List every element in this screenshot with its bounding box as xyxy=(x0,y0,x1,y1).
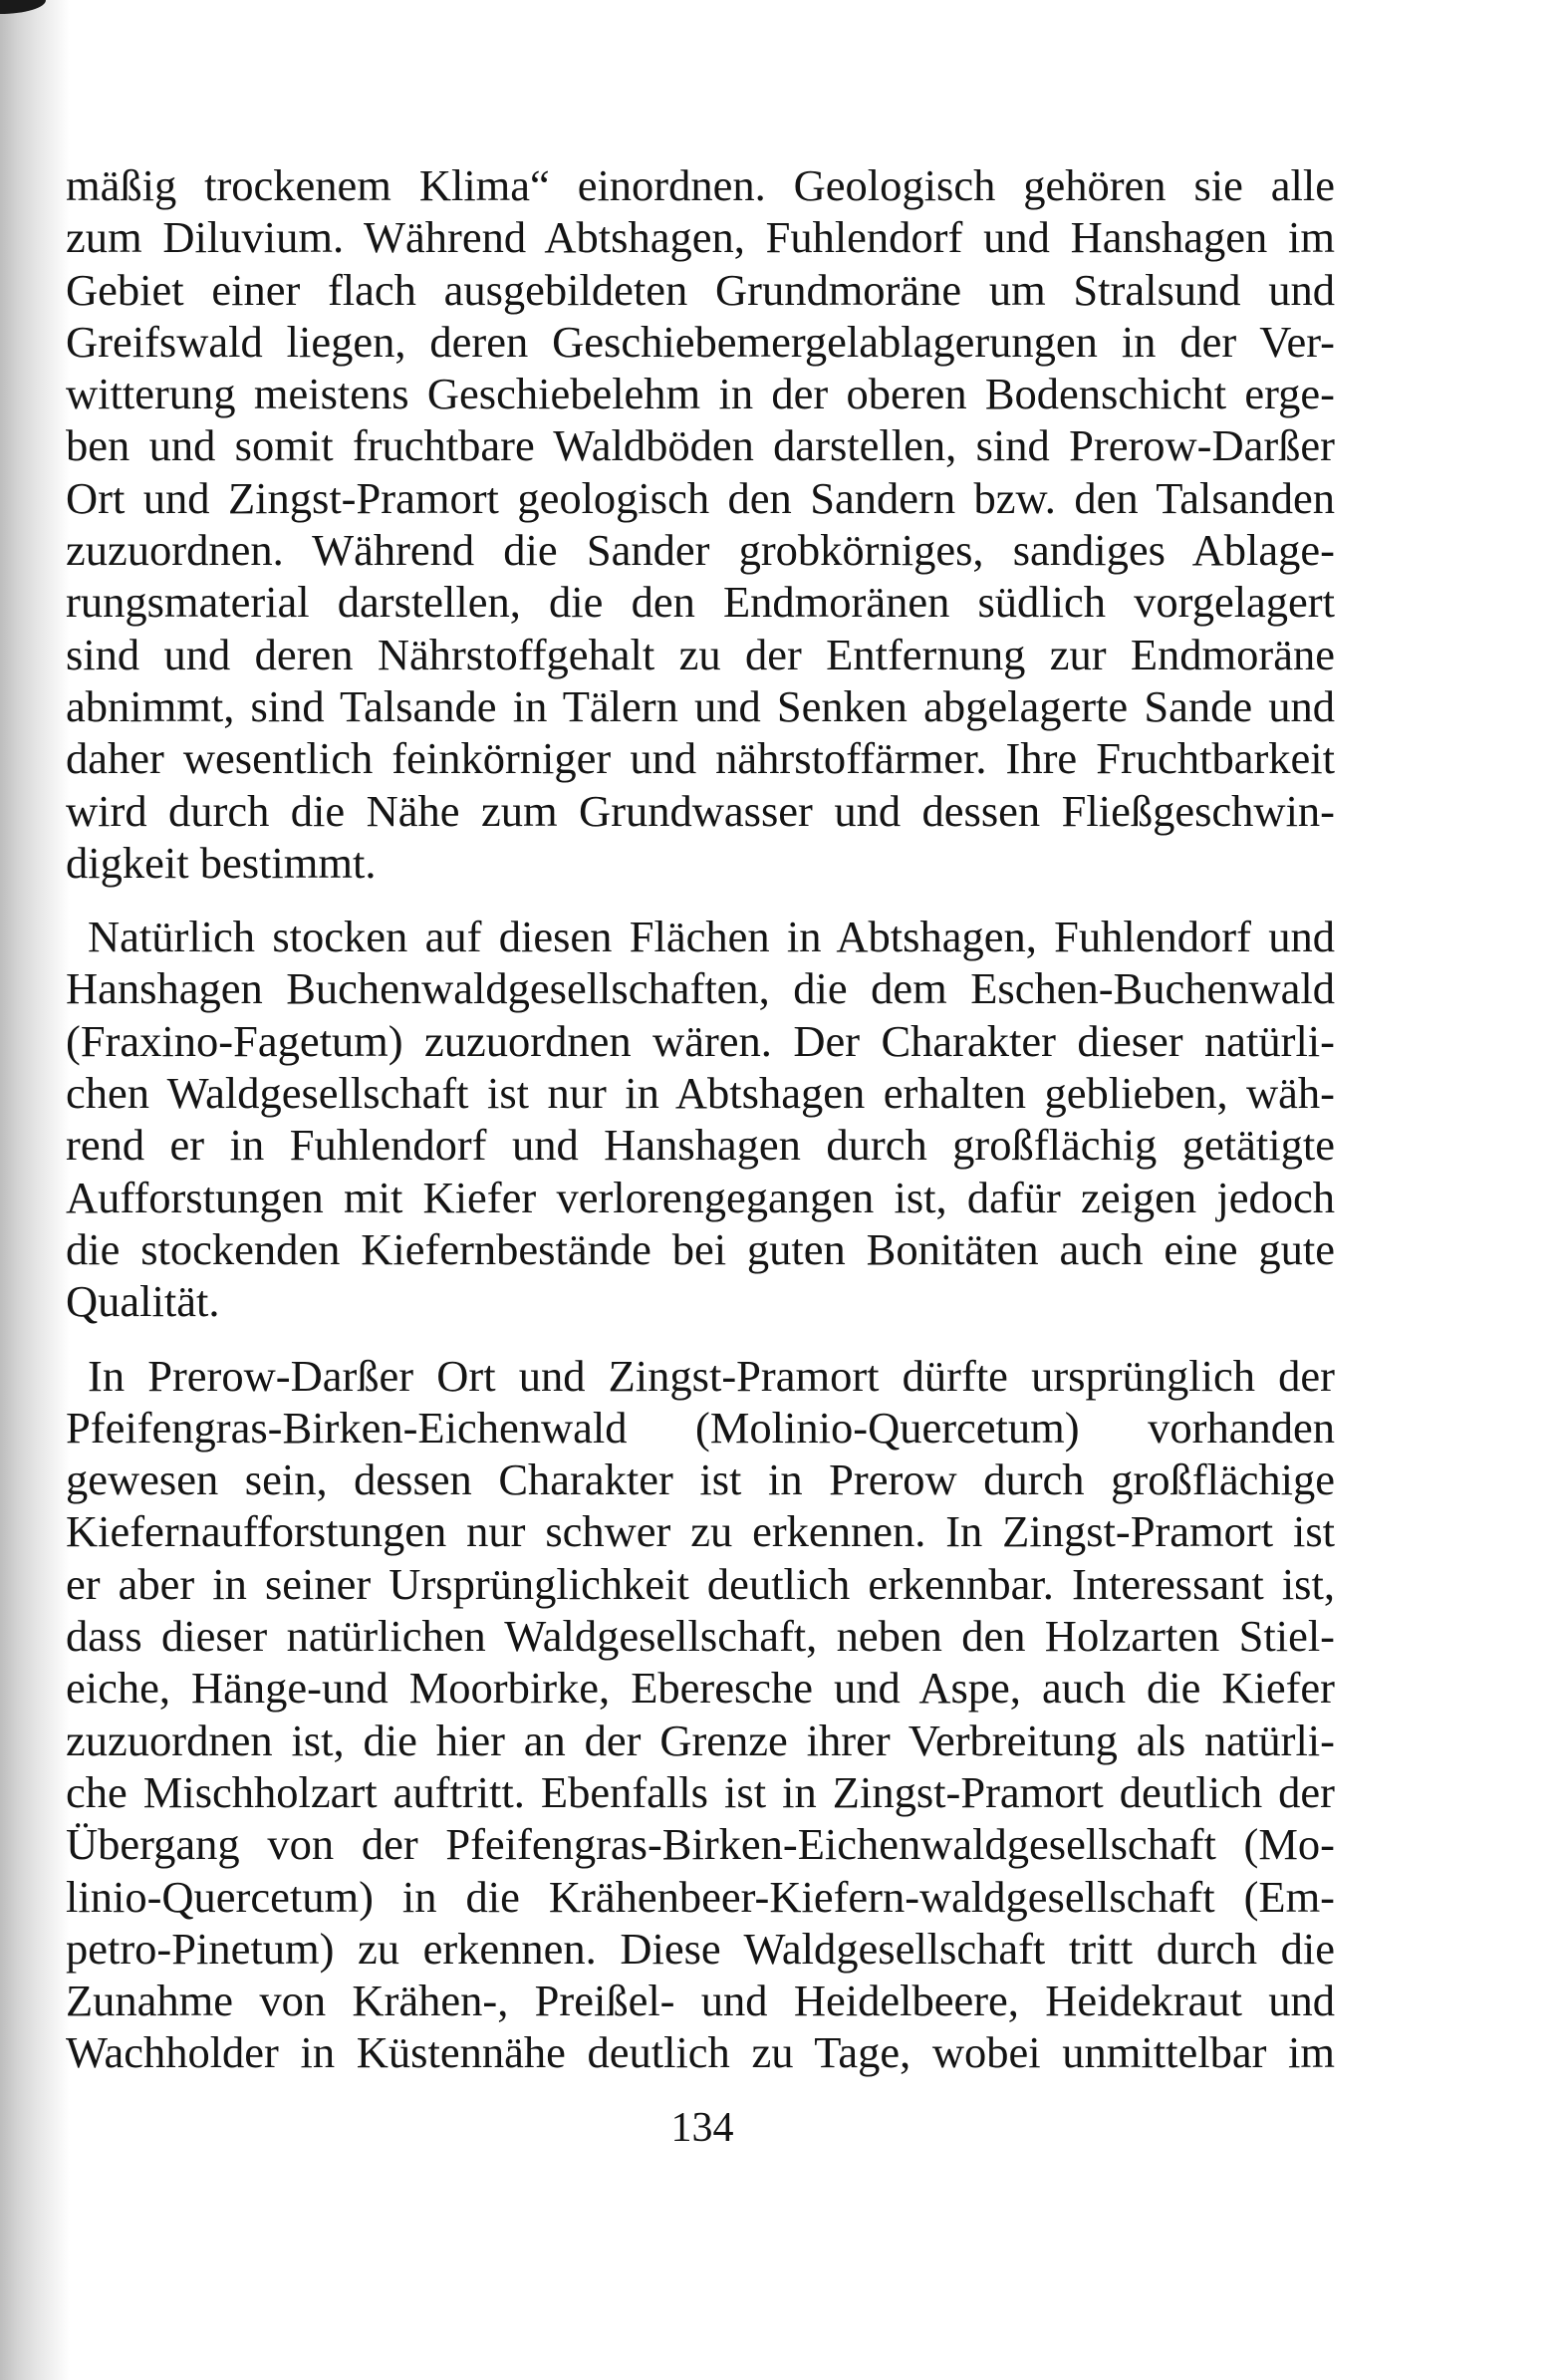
text-line: Gebiet einer flach ausgebildeten Grundmoräne um Stralsund und xyxy=(66,264,1335,315)
text-line: Greifswald liegen, deren Geschiebemergelablagerungen in der Ver- xyxy=(66,316,1335,367)
text-line: Qualität. xyxy=(66,1276,220,1327)
text-line: Übergang von der Pfeifengras-Birken-Eichenwaldgesellschaft (Mo- xyxy=(66,1819,1335,1870)
text-line: zuzuordnen ist, die hier an der Grenze ihrer Verbreitung als natürli- xyxy=(66,1715,1335,1765)
text-line: In Prerow-Darßer Ort und Zingst-Pramort dürfte ursprünglich der xyxy=(88,1350,1335,1401)
text-line: Pfeifengras-Birken-Eichenwald (Molinio-Quercetum) vorhanden xyxy=(66,1402,1335,1453)
text-line: chen Waldgesellschaft ist nur in Abtshagen erhalten geblieben, wäh- xyxy=(66,1068,1335,1119)
binding-gutter-shadow xyxy=(0,0,70,2380)
text-line: linio-Quercetum) in die Krähenbeer-Kiefern-waldgesellschaft (Em- xyxy=(66,1871,1335,1922)
text-line: (Fraxino-Fagetum) zuzuordnen wären. Der Charakter dieser natürli- xyxy=(66,1015,1335,1066)
text-line: wird durch die Nähe zum Grundwasser und dessen Fließgeschwin- xyxy=(66,785,1335,836)
text-line: Aufforstungen mit Kiefer verlorengegangen ist, dafür zeigen jedoch xyxy=(66,1172,1335,1222)
text-line: daher wesentlich feinkörniger und nährstoffärmer. Ihre Fruchtbarkeit xyxy=(66,733,1335,784)
text-line: zuzuordnen. Während die Sander grobkörniges, sandiges Ablage- xyxy=(66,525,1335,576)
text-line: Natürlich stocken auf diesen Flächen in Abtshagen, Fuhlendorf und xyxy=(88,912,1335,962)
text-line: er aber in seiner Ursprünglichkeit deutlich erkennbar. Interessant ist, xyxy=(66,1558,1335,1609)
text-line: Wachholder in Küstennähe deutlich zu Tage, wobei unmittelbar im xyxy=(66,2027,1335,2078)
text-line: dass dieser natürlichen Waldgesellschaft, neben den Holzarten Stiel- xyxy=(66,1611,1335,1662)
text-line: Kiefernaufforstungen nur schwer zu erkennen. In Zingst-Pramort ist xyxy=(66,1506,1335,1557)
paragraph-1 xyxy=(66,159,1335,889)
text-line: Ort und Zingst-Pramort geologisch den Sandern bzw. den Talsanden xyxy=(66,472,1335,523)
text-line: digkeit bestimmt. xyxy=(66,837,377,888)
text-line: sind und deren Nährstoffgehalt zu der Entfernung zur Endmoräne xyxy=(66,629,1335,679)
page-number: 134 xyxy=(670,2105,734,2151)
paragraph-3 xyxy=(66,1350,1335,2079)
paragraph-2 xyxy=(66,911,1335,1327)
text-line: die stockenden Kiefernbestände bei guten Bonitäten auch eine gute xyxy=(66,1223,1335,1274)
text-line: mäßig trockenem Klima“ einordnen. Geologisch gehören sie alle xyxy=(66,160,1335,210)
text-line: ben und somit fruchtbare Waldböden darstellen, sind Prerow-Darßer xyxy=(66,420,1335,471)
text-line: witterung meistens Geschiebelehm in der oberen Bodenschicht erge- xyxy=(66,369,1335,419)
page-body xyxy=(66,159,1335,2101)
text-line: che Mischholzart auftritt. Ebenfalls ist in Zingst-Pramort deutlich der xyxy=(66,1766,1335,1817)
text-line: rend er in Fuhlendorf und Hanshagen durch großflächig getätigte xyxy=(66,1120,1335,1171)
text-line: gewesen sein, dessen Charakter ist in Prerow durch großflächige xyxy=(66,1454,1335,1505)
text-line: eiche, Hänge-und Moorbirke, Eberesche und Aspe, auch die Kiefer xyxy=(66,1663,1335,1714)
text-line: zum Diluvium. Während Abtshagen, Fuhlendorf und Hanshagen im xyxy=(66,212,1335,263)
text-line: petro-Pinetum) zu erkennen. Diese Waldgesellschaft tritt durch die xyxy=(66,1923,1335,1974)
text-line: Hanshagen Buchenwaldgesellschaften, die dem Eschen-Buchenwald xyxy=(66,963,1335,1014)
text-line: rungsmaterial darstellen, die den Endmoränen südlich vorgelagert xyxy=(66,577,1335,628)
text-line: abnimmt, sind Talsande in Tälern und Senken abgelagerte Sande und xyxy=(66,680,1335,731)
text-line: Zunahme von Krähen-, Preißel- und Heidelbeere, Heidekraut und xyxy=(66,1976,1335,2026)
